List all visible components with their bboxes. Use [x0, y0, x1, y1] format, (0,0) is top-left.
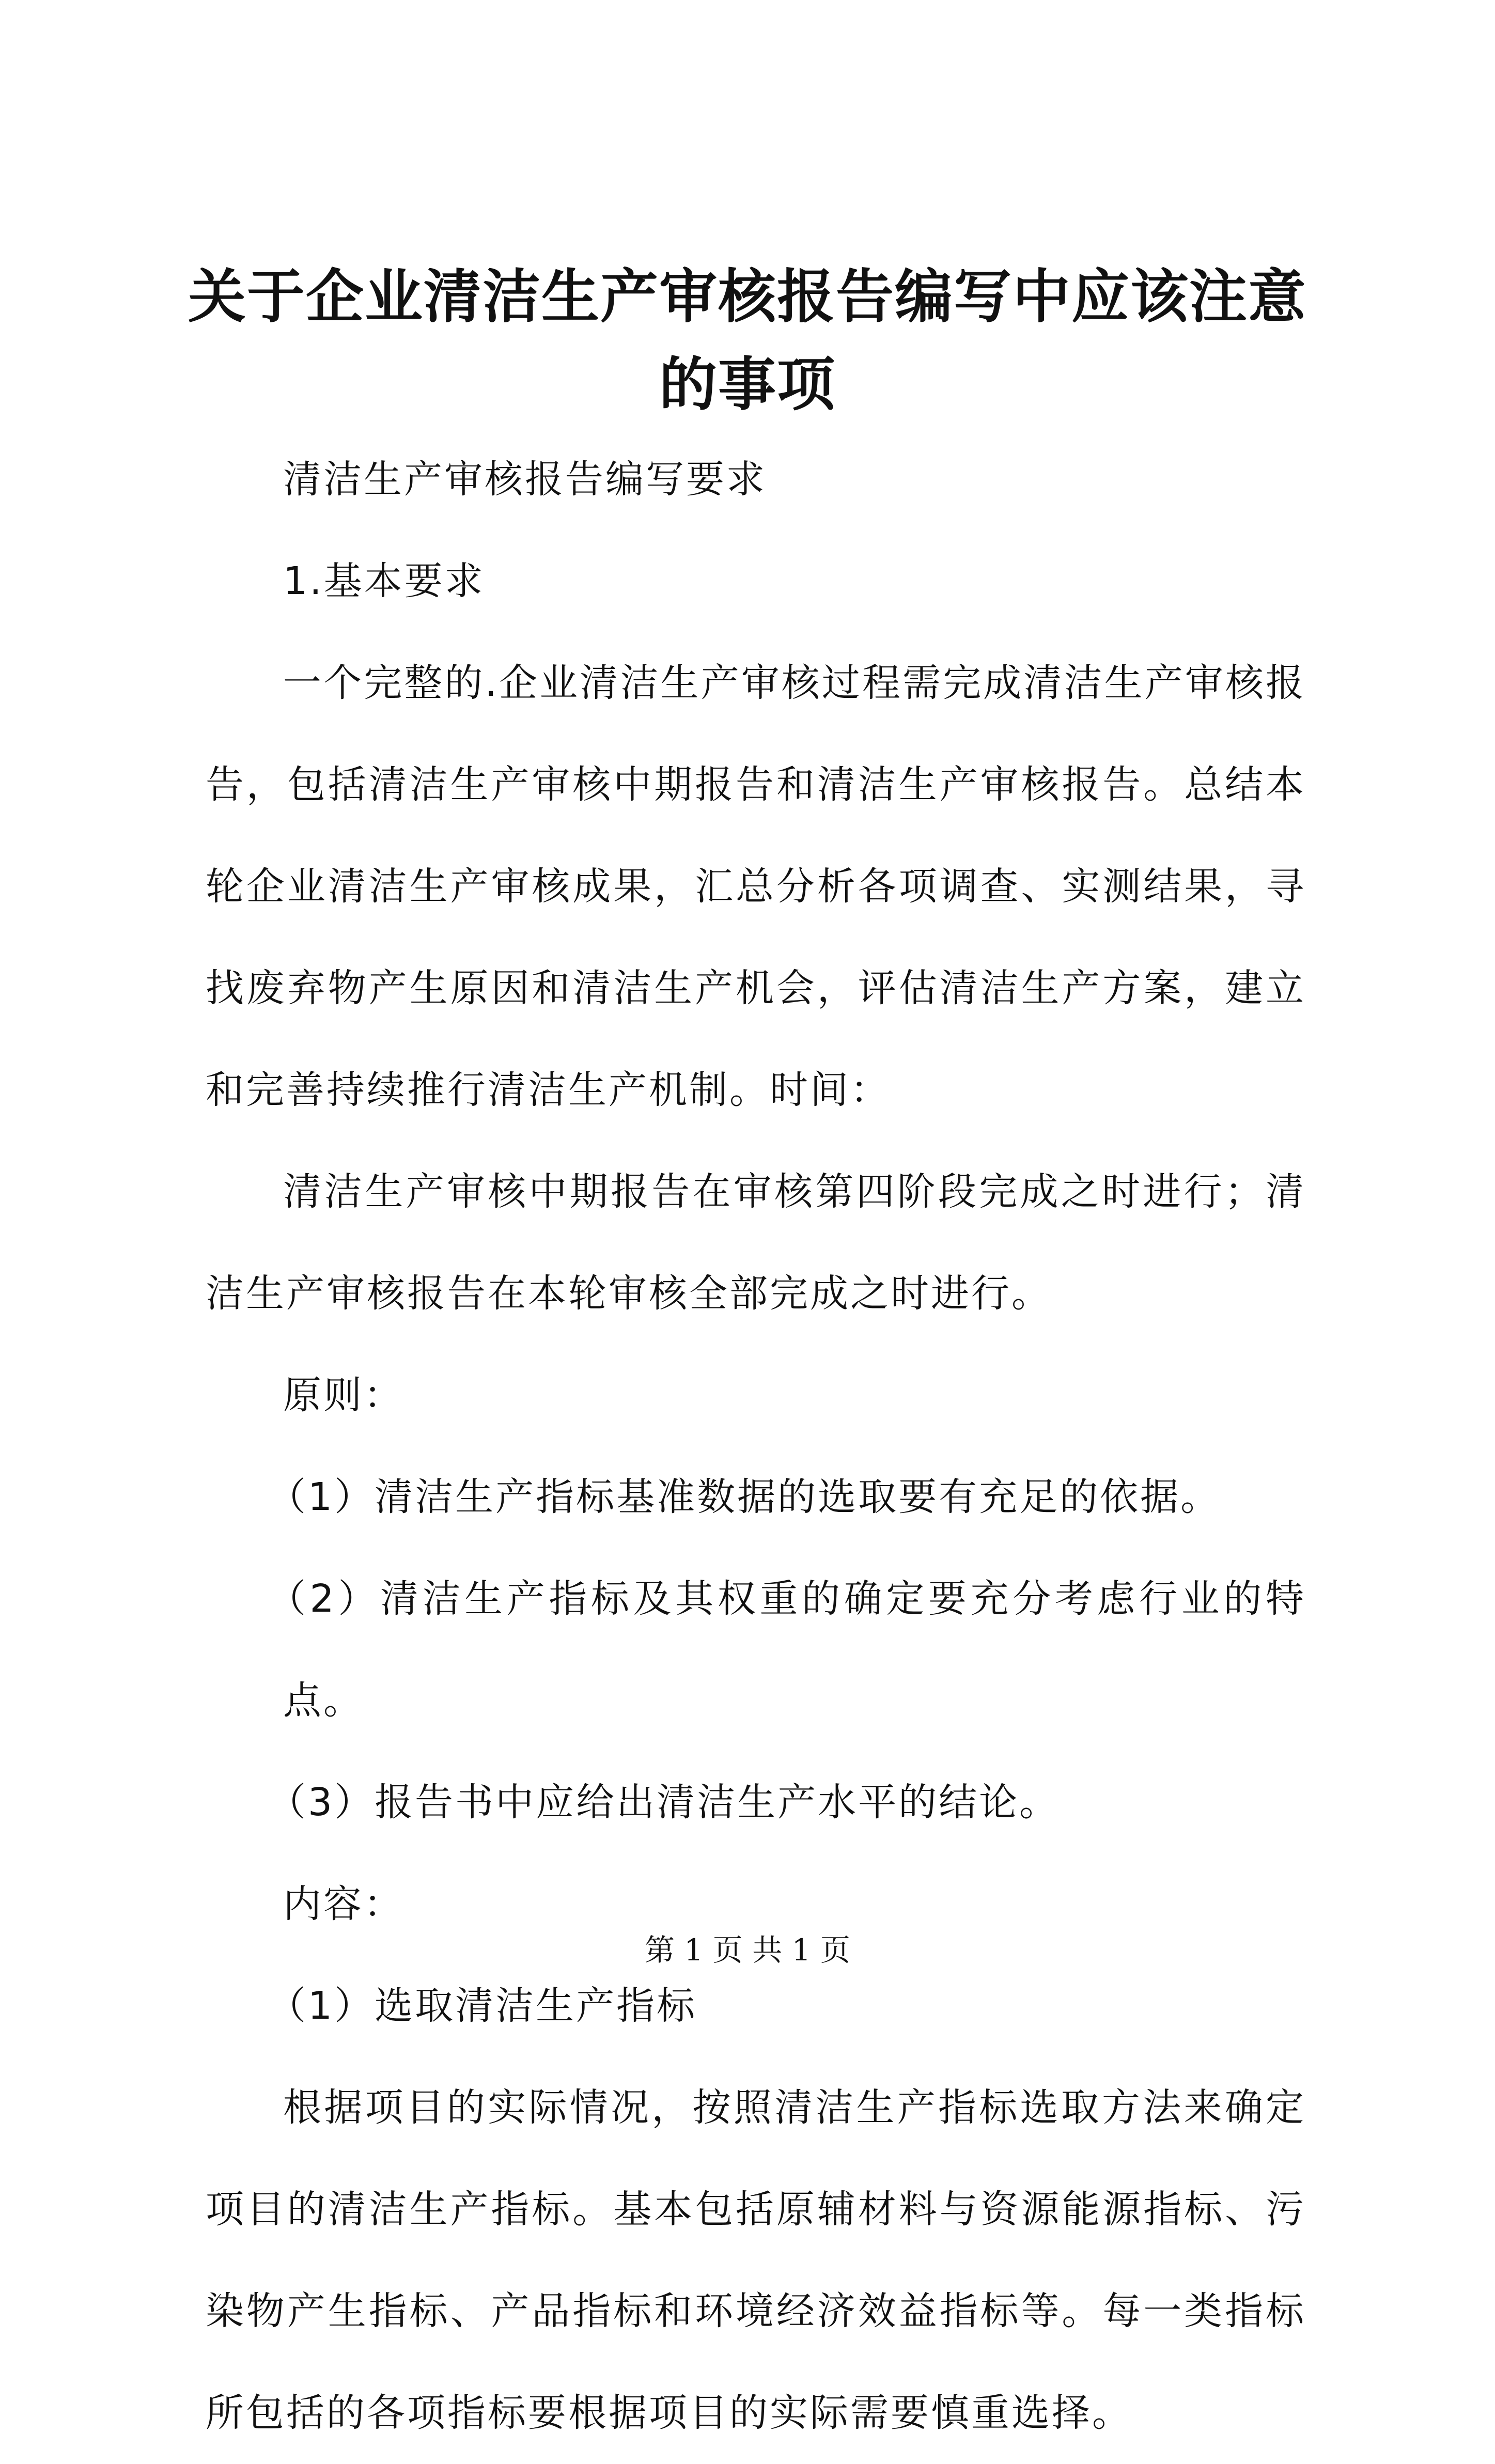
paragraph-indicator-selection: 根据项目的实际情况，按照清洁生产指标选取方法来确定项目的清洁生产指标。基本包括原辅材料与资源能源指标、污染物产生指标、产品指标和环境经济效益指标等。每一类指标所包括的各项指标要根据项目的实际需要慎重选择。 [206, 2085, 1306, 2435]
document-title: 关于企业清洁生产审核报告编写中应该注意的事项 [188, 263, 1307, 418]
page-footer: 第 1 页 共 1 页 [645, 1932, 850, 1968]
principle-item-1: （1）清洁生产指标基准数据的选取要有充足的依据。 [268, 1475, 1221, 1519]
content-item-1: （1）选取清洁生产指标 [268, 1984, 697, 2028]
paragraph-overview: 一个完整的.企业清洁生产审核过程需完成清洁生产审核报告，包括清洁生产审核中期报告和清洁生产审核报告。总结本轮企业清洁生产审核成果，汇总分析各项调查、实测结果，寻找废弃物产生原因和清洁生产机会，评估清洁生产方案，建立和完善持续推行清洁生产机制。时间： [206, 661, 1306, 1112]
paragraph-content-label: 内容： [283, 1882, 404, 1926]
principle-item-3: （3）报告书中应给出清洁生产水平的结论。 [268, 1780, 1060, 1824]
paragraph-timing: 清洁生产审核中期报告在审核第四阶段完成之时进行；清洁生产审核报告在本轮审核全部完成之时进行。 [206, 1169, 1306, 1316]
principle-item-2: （2）清洁生产指标及其权重的确定要充分考虑行业的特点。 [268, 1577, 1306, 1723]
document-body [206, 429, 1306, 2464]
paragraph-basic-requirements: 1.基本要求 [283, 559, 485, 603]
paragraph-principles-label: 原则： [283, 1373, 404, 1417]
paragraph-section-heading: 清洁生产审核报告编写要求 [283, 457, 767, 502]
